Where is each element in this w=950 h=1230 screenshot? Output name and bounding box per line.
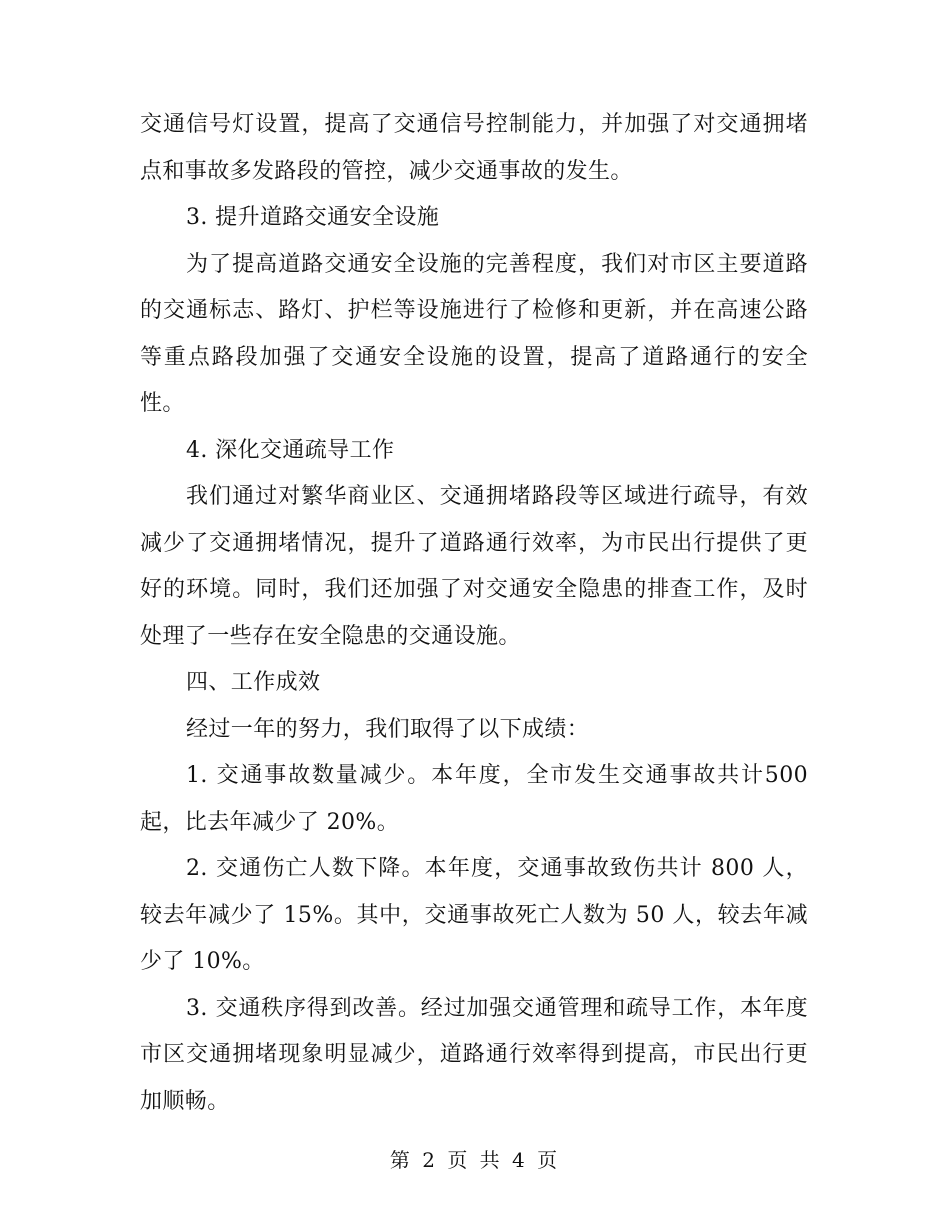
section-heading-safety-facilities: 3. 提升道路交通安全设施 bbox=[186, 205, 440, 230]
result-item-traffic-order: 3. 交通秩序得到改善。经过加强交通管理和疏导工作，本年度市区交通拥堵现象明显减少，道路通行效率得到提高，市民出行更加顺畅。 bbox=[140, 995, 808, 1114]
section-heading-traffic-guidance: 4. 深化交通疏导工作 bbox=[186, 437, 395, 463]
paragraph-results-intro: 经过一年的努力，我们取得了以下成绩： bbox=[186, 716, 590, 742]
result-item-casualties: 2. 交通伤亡人数下降。本年度，交通事故致伤共计 800 人，较去年减少了 15%。其中，交通事故死亡人数为 50 人，较去年减少了 10%。 bbox=[140, 856, 808, 974]
result-item-accidents: 1. 交通事故数量减少。本年度，全市发生交通事故共计500起，比去年减少了 20%。 bbox=[140, 763, 808, 835]
paragraph-safety-facilities: 为了提高道路交通安全设施的完善程度，我们对市区主要道路的交通标志、路灯、护栏等设施进行了检修和更新，并在高速公路等重点路段加强了交通安全设施的设置，提高了道路通行的安全性。 bbox=[140, 251, 808, 416]
page-number: 第 2 页 共 4 页 bbox=[389, 1148, 561, 1172]
document-body bbox=[140, 102, 808, 1125]
section-heading-results: 四、工作成效 bbox=[186, 670, 321, 695]
paragraph-continuation: 交通信号灯设置，提高了交通信号控制能力，并加强了对交通拥堵点和事故多发路段的管控，减少交通事故的发生。 bbox=[140, 112, 808, 184]
paragraph-traffic-guidance: 我们通过对繁华商业区、交通拥堵路段等区域进行疏导，有效减少了交通拥堵情况，提升了道路通行效率，为市民出行提供了更好的环境。同时，我们还加强了对交通安全隐患的排查工作，及时处理了一些存在安全隐患的交通设施。 bbox=[140, 484, 808, 649]
